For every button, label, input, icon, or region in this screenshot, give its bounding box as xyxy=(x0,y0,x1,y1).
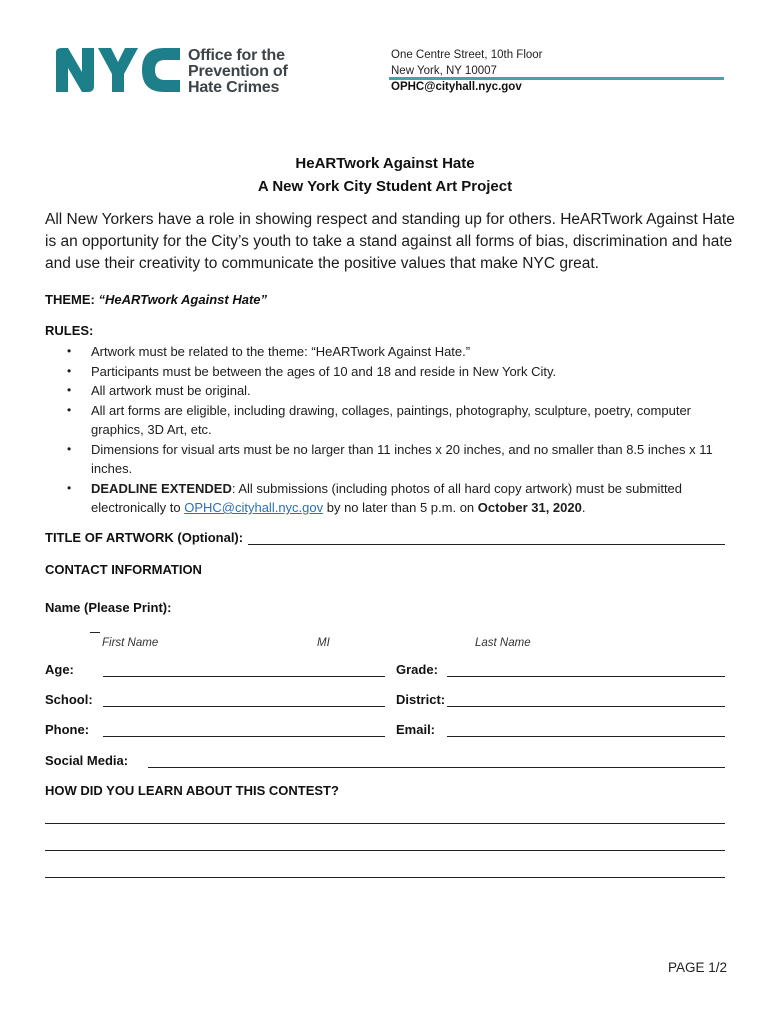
office-address xyxy=(391,47,543,79)
rules-list xyxy=(65,342,725,518)
deadline-label: DEADLINE EXTENDED xyxy=(91,480,232,496)
rules-heading: RULES: xyxy=(45,323,94,338)
bullet-icon: • xyxy=(67,480,72,495)
deadline-date: October 31, 2020 xyxy=(477,500,582,515)
artwork-title-label: TITLE OF ARTWORK (Optional): xyxy=(45,530,244,545)
address-line-2: New York, NY 10007 xyxy=(391,65,497,77)
bullet-icon: • xyxy=(67,383,72,397)
bullet-icon: • xyxy=(67,402,72,417)
learn-answer-line-3[interactable] xyxy=(45,877,725,878)
mi-hint: MI xyxy=(317,637,330,649)
age-label: Age: xyxy=(45,662,74,677)
header-email: OPHC@cityhall.nyc.gov xyxy=(391,81,522,93)
ophc-logo xyxy=(54,46,304,98)
artwork-title-field[interactable] xyxy=(248,544,725,545)
logo-line-2: Prevention of xyxy=(188,63,288,80)
first-name-hint: First Name xyxy=(102,637,159,649)
social-media-field[interactable] xyxy=(148,767,725,768)
grade-label: Grade: xyxy=(396,662,438,677)
age-field[interactable] xyxy=(103,676,385,677)
bullet-icon: • xyxy=(67,363,72,378)
last-name-hint: Last Name xyxy=(475,637,531,649)
rule-item: • Dimensions for visual arts must be no larger than 11 inches x 20 inches, and no smaller than 8.5 inches x 11 inches. xyxy=(67,441,713,476)
social-media-label: Social Media: xyxy=(45,753,129,768)
email-label: Email: xyxy=(396,722,436,737)
district-label: District: xyxy=(396,692,446,707)
address-line-1: One Centre Street, 10th Floor xyxy=(391,49,543,61)
theme-line xyxy=(45,292,267,307)
logo-wordmark xyxy=(188,48,288,96)
intro-paragraph: All New Yorkers have a role in showing respect and standing up for others. HeARTwork Against Hate is an opportunity for the City’s youth to take a stand against all forms of bias, discrimination and hate and use their creativity to communicate the positive values that make NYC great. xyxy=(45,211,735,272)
rule-item: • All artwork must be original. xyxy=(65,381,725,401)
name-label: Name (Please Print): xyxy=(45,600,172,615)
learn-question: HOW DID YOU LEARN ABOUT THIS CONTEST? xyxy=(45,783,339,798)
logo-line-1: Office for the xyxy=(188,47,285,64)
email-field[interactable] xyxy=(447,736,725,737)
rule-item: • Artwork must be related to the theme: “HeARTwork Against Hate.” xyxy=(65,342,725,362)
district-field[interactable] xyxy=(447,706,725,707)
header-divider xyxy=(389,77,724,80)
learn-answer-line-1[interactable] xyxy=(45,823,725,824)
phone-label: Phone: xyxy=(45,722,90,737)
document-subtitle: A New York City Student Art Project xyxy=(257,178,513,195)
school-label: School: xyxy=(45,692,93,707)
bullet-icon: • xyxy=(67,344,72,358)
phone-field[interactable] xyxy=(103,736,385,737)
bullet-icon: • xyxy=(67,441,72,456)
logo-line-3: Hate Crimes xyxy=(188,79,280,96)
name-field[interactable] xyxy=(90,632,100,633)
rule-item-deadline: • DEADLINE EXTENDED: All submissions (including photos of all hard copy artwork) must be submitted electronically to OPHC@cityhall.nyc.gov by no later than 5 p.m. on October 31, 2020. xyxy=(67,480,683,515)
school-field[interactable] xyxy=(103,706,385,707)
theme-label: THEME: xyxy=(45,292,99,307)
rule-item: • All art forms are eligible, including drawing, collages, paintings, photography, sculpture, poetry, computer graphics, 3D Art, etc. xyxy=(67,402,691,437)
rule-item: • Participants must be between the ages of 10 and 18 and reside in New York City. xyxy=(65,362,725,382)
submission-email-link[interactable]: OPHC@cityhall.nyc.gov xyxy=(184,500,324,515)
contact-heading: CONTACT INFORMATION xyxy=(45,562,202,577)
theme-value: “HeARTwork Against Hate” xyxy=(98,292,268,307)
document-title: HeARTwork Against Hate xyxy=(295,155,475,172)
grade-field[interactable] xyxy=(447,676,725,677)
learn-answer-line-2[interactable] xyxy=(45,850,725,851)
nyc-logo-icon xyxy=(54,46,184,94)
page-number: PAGE 1/2 xyxy=(668,960,728,975)
